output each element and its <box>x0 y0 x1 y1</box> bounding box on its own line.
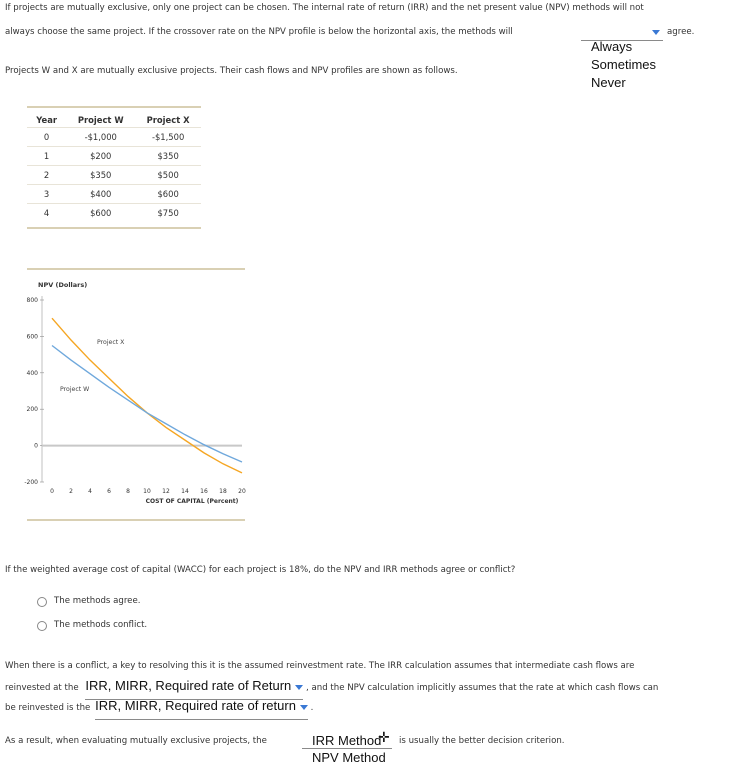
intro-line-2-pre: always choose the same project. If the crossover rate on the NPV profile is below the horizontal axis, the methods will <box>5 27 513 37</box>
cell-year: 0 <box>27 128 66 147</box>
x-tick-label: 0 <box>50 488 54 495</box>
header-project-w: Project W <box>77 115 124 125</box>
option-conflict-label: The methods conflict. <box>54 620 148 630</box>
series-label-project-x: Project X <box>97 339 125 346</box>
x-tick-label: 16 <box>200 488 208 495</box>
result-post: is usually the better decision criterion. <box>399 736 565 746</box>
x-axis-label: COST OF CAPITAL (Percent) <box>145 498 239 505</box>
table-row <box>27 128 201 147</box>
dropdown-4[interactable] <box>302 730 392 749</box>
cash-flow-table <box>27 113 201 222</box>
radio-agree[interactable] <box>37 597 47 607</box>
table-row <box>27 147 201 166</box>
dropdown-4-option-irr[interactable]: IRR Method <box>312 733 382 748</box>
result-pre: As a result, when evaluating mutually exclusive projects, the <box>5 736 267 746</box>
cell-x: $500 <box>135 166 201 185</box>
y-tick-label: 600 <box>26 333 38 341</box>
table-row <box>27 185 201 204</box>
table-row <box>27 204 201 223</box>
chevron-down-icon[interactable] <box>295 685 303 690</box>
y-tick-label: 0 <box>34 442 38 450</box>
dropdown-1-option-never[interactable]: Never <box>591 75 626 90</box>
table-top-rule <box>27 106 201 108</box>
x-tick-label: 20 <box>238 488 246 495</box>
y-axis-label: NPV (Dollars) <box>38 281 88 289</box>
cell-w: $200 <box>66 147 135 166</box>
dropdown-2-value: IRR, MIRR, Required rate of Return <box>85 678 292 693</box>
chart-bottom-rule <box>27 519 245 521</box>
conflict-line-2-pre: reinvested at the <box>5 683 79 693</box>
x-tick-label: 18 <box>219 488 227 495</box>
cell-x: $600 <box>135 185 201 204</box>
cell-w: $350 <box>66 166 135 185</box>
y-tick-label: 800 <box>26 297 38 304</box>
cell-year: 3 <box>27 185 66 204</box>
header-year: Year <box>36 115 57 125</box>
cell-w: $600 <box>66 204 135 223</box>
cell-w: -$1,000 <box>66 128 135 147</box>
conflict-line-2 <box>5 676 658 698</box>
x-tick-label: 6 <box>107 488 111 495</box>
x-tick-label: 12 <box>162 488 170 495</box>
x-tick-label: 4 <box>88 488 92 495</box>
header-project-x: Project X <box>146 115 190 125</box>
intro-agree: agree. <box>667 27 695 37</box>
cell-x: -$1,500 <box>135 128 201 147</box>
dropdown-4-underline <box>302 748 392 749</box>
dropdown-1-option-sometimes[interactable]: Sometimes <box>591 57 657 72</box>
cell-w: $400 <box>66 185 135 204</box>
series-line-project-w <box>52 346 242 462</box>
projects-text: Projects W and X are mutually exclusive projects. Their cash flows and NPV profiles are shown as follows. <box>5 66 458 76</box>
x-tick-label: 14 <box>181 488 189 495</box>
series-label-project-w: Project W <box>60 386 90 393</box>
dropdown-3-underline <box>95 719 308 720</box>
dropdown-3[interactable] <box>95 696 308 718</box>
table-header-row <box>27 113 201 128</box>
conflict-line-1: When there is a conflict, a key to resolving this it is the assumed reinvestment rate. The IRR calculation assumes that intermediate cash flows are <box>5 661 635 671</box>
conflict-line-3-post: . <box>310 703 314 713</box>
dropdown-1-options <box>591 38 656 92</box>
dropdown-4-option-npv[interactable]: NPV Method <box>312 750 386 765</box>
y-tick-label: 400 <box>26 369 38 377</box>
y-tick-label: -200 <box>24 479 38 486</box>
cell-year: 2 <box>27 166 66 185</box>
x-tick-label: 8 <box>126 488 130 495</box>
dropdown-2[interactable] <box>85 676 303 698</box>
intro-line-2 <box>5 22 513 42</box>
conflict-line-3 <box>5 696 313 718</box>
intro-line-1: If projects are mutually exclusive, only one project can be chosen. The internal rate of return (IRR) and the net present value (NPV) methods will not <box>5 3 644 13</box>
dropdown-1-option-always[interactable]: Always <box>591 39 633 54</box>
x-tick-label: 10 <box>143 488 151 495</box>
wacc-question: If the weighted average cost of capital (WACC) for each project is 18%, do the NPV and IRR methods agree or conflict? <box>5 565 516 575</box>
cell-x: $350 <box>135 147 201 166</box>
cell-year: 4 <box>27 204 66 223</box>
table-row <box>27 166 201 185</box>
dropdown-3-value: IRR, MIRR, Required rate of return <box>95 698 296 713</box>
radio-conflict[interactable] <box>37 621 47 631</box>
y-tick-label: 200 <box>26 406 38 414</box>
npv-profile-chart <box>0 270 260 515</box>
chevron-down-icon[interactable] <box>652 30 660 35</box>
conflict-line-3-pre: be reinvested is the <box>5 703 91 713</box>
cursor-icon: ✛ <box>378 730 390 746</box>
cell-x: $750 <box>135 204 201 223</box>
x-tick-label: 2 <box>69 488 73 495</box>
conflict-line-2-mid: , and the NPV calculation implicitly assumes that the rate at which cash flows can <box>306 683 659 693</box>
option-agree-label: The methods agree. <box>54 596 141 606</box>
table-bottom-rule <box>27 227 201 229</box>
chevron-down-icon[interactable] <box>300 705 308 710</box>
cell-year: 1 <box>27 147 66 166</box>
